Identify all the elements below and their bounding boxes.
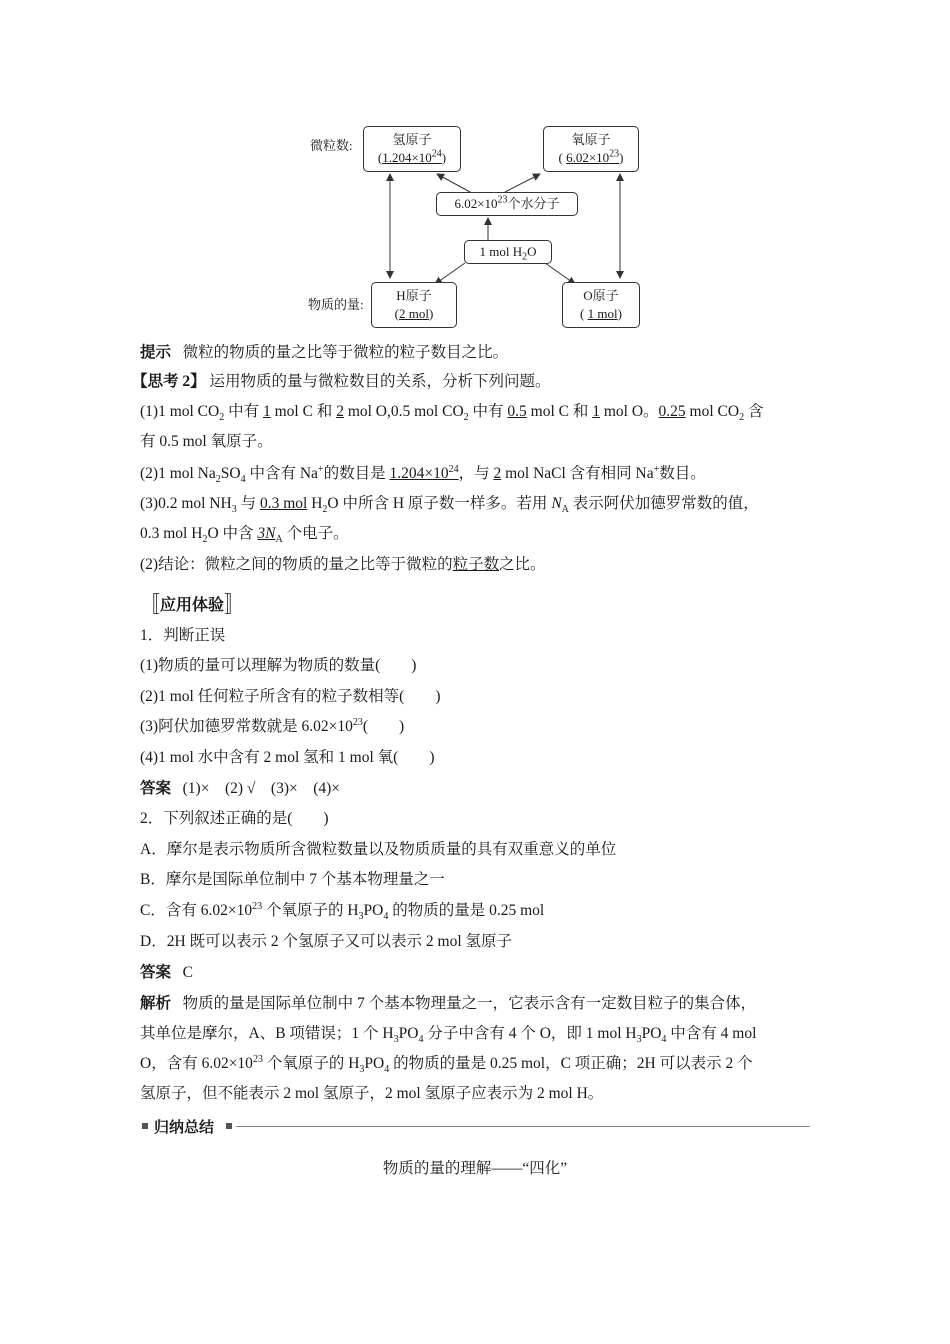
water-mol-box: 1 mol $H_2O$ <box>464 240 552 264</box>
explanation-line2: 其单位是摩尔，A、B 项错误；1 个 $H_3PO_4$ 分子中含有 4 个 O，即 1 mol $H_3PO_4$ 中含有 4 mol <box>140 1025 757 1046</box>
exercise-2-option-c: C．含有 $6.02\times 10^{23}$ 个氧原子的 $H_3PO_4$ 的物质的量是 0.25 mol <box>140 900 545 923</box>
section-application-header: 〚应用体验〛 <box>138 592 247 617</box>
o-atom-mol-title: O原子 <box>583 288 619 303</box>
summary-bar <box>140 1116 810 1136</box>
label-amount-of-substance: 物质的量: <box>308 297 364 312</box>
think2-text: 运用物质的量与微粒数目的关系，分析下列问题。 <box>209 373 551 390</box>
o-atom-count-value: ( $6.02\times 10^{23}$) <box>558 148 624 165</box>
explanation-line4: 氢原子，但不能表示 2 mol 氢原子，2 mol 氢原子应表示为 2 mol H。 <box>140 1085 604 1102</box>
water-molecules-box: $6.02\times 10^{23}$个水分子 <box>436 192 578 216</box>
particle-amount-diagram <box>300 118 660 333</box>
exercise-1-item-4: (4)1 mol 水中含有 2 mol 氢和 1 mol 氧( ) <box>140 749 435 766</box>
h-atom-count-title: 氢原子 <box>392 132 432 147</box>
h-atom-count-box <box>363 126 461 172</box>
h-atom-mol-title: H原子 <box>396 288 432 303</box>
exercise-1-title: 1．判断正误 <box>140 627 226 644</box>
question-1-line1: (1)1 mol $CO_2$ 中有 1 mol C 和 2 mol O,0.5 mol $CO_2$ 中有 0.5 mol C 和 1 mol O。0.25 mol $CO_2$ 含 <box>140 403 764 424</box>
exercise-2-option-a: A．摩尔是表示物质所含微粒数量以及物质质量的具有双重意义的单位 <box>140 841 617 858</box>
question-2-line: (2)1 mol $Na_2SO_4$ 中含有 Na+的数目是 $1.204\times 10^{24}$，与 2 mol NaCl 含有相同 Na+数目。 <box>140 463 706 486</box>
exercise-2-option-d: D．2H 既可以表示 2 个氢原子又可以表示 2 mol 氢原子 <box>140 933 513 950</box>
exercise-2-answer: 答案 C <box>140 964 193 981</box>
hint-text: 微粒的物质的量之比等于微粒的粒子数目之比。 <box>182 344 509 361</box>
question-1-line2: 有 0.5 mol 氧原子。 <box>140 433 273 450</box>
summary-heading: 物质的量的理解——“四化” <box>382 1160 568 1177</box>
h-atom-mol-value: (2 mol) <box>394 306 434 321</box>
exercise-1-item-1: (1)物质的量可以理解为物质的数量( ) <box>140 657 417 674</box>
o-atom-mol-value: ( 1 mol) <box>580 306 622 321</box>
o-atom-count-title: 氧原子 <box>571 132 611 147</box>
exercise-2-option-b: B．摩尔是国际单位制中 7 个基本物理量之一 <box>140 871 445 888</box>
h-atom-count-value: $(1.204\times 10^{24})$ <box>377 148 447 165</box>
section-title: 应用体验 <box>160 597 225 614</box>
h-atom-mol-box <box>371 282 457 328</box>
question-3-line2: 0.3 mol $H_2O$ 中含 $3N_A$ 个电子。 <box>140 525 349 546</box>
summary-square-icon <box>226 1123 232 1129</box>
summary-title: 归纳总结 <box>154 1119 215 1136</box>
explanation-line3: O，含有 $6.02\times 10^{23}$ 个氧原子的 $H_3PO_4$ 的物质的量是 0.25 mol，C 项正确；2H 可以表示 2 个 <box>140 1053 753 1076</box>
summary-rule <box>236 1126 810 1127</box>
hint-label: 提示 <box>140 344 172 361</box>
hint-line <box>140 343 508 363</box>
o-atom-count-box <box>543 126 639 172</box>
exercise-2-title: 2．下列叙述正确的是( ) <box>140 810 329 827</box>
think2-line <box>132 372 551 392</box>
explanation-line1: 解析 物质的量是国际单位制中 7 个基本物理量之一，它表示含有一定数目粒子的集合体， <box>140 995 757 1012</box>
summary-square-icon <box>142 1123 148 1129</box>
think2-label: 【思考 2】 <box>132 373 206 390</box>
label-particle-count: 微粒数: <box>310 138 353 153</box>
question-3-line1: (3)0.2 mol $NH_3$ 与 0.3 mol $H_2O$ 中所含 H 原子数一样多。若用 $N_A$ 表示阿伏加德罗常数的值， <box>140 495 759 516</box>
exercise-1-item-3: (3)阿伏加德罗常数就是 $6.02\times 10^{23}$( ) <box>140 716 405 735</box>
conclusion-line: (2)结论：微粒之间的物质的量之比等于微粒的粒子数之比。 <box>140 556 546 573</box>
exercise-1-answer: 答案 (1)× (2) √ (3)× (4)× <box>140 780 341 797</box>
exercise-1-item-2: (2)1 mol 任何粒子所含有的粒子数相等( ) <box>140 688 441 705</box>
o-atom-mol-box <box>562 282 640 328</box>
